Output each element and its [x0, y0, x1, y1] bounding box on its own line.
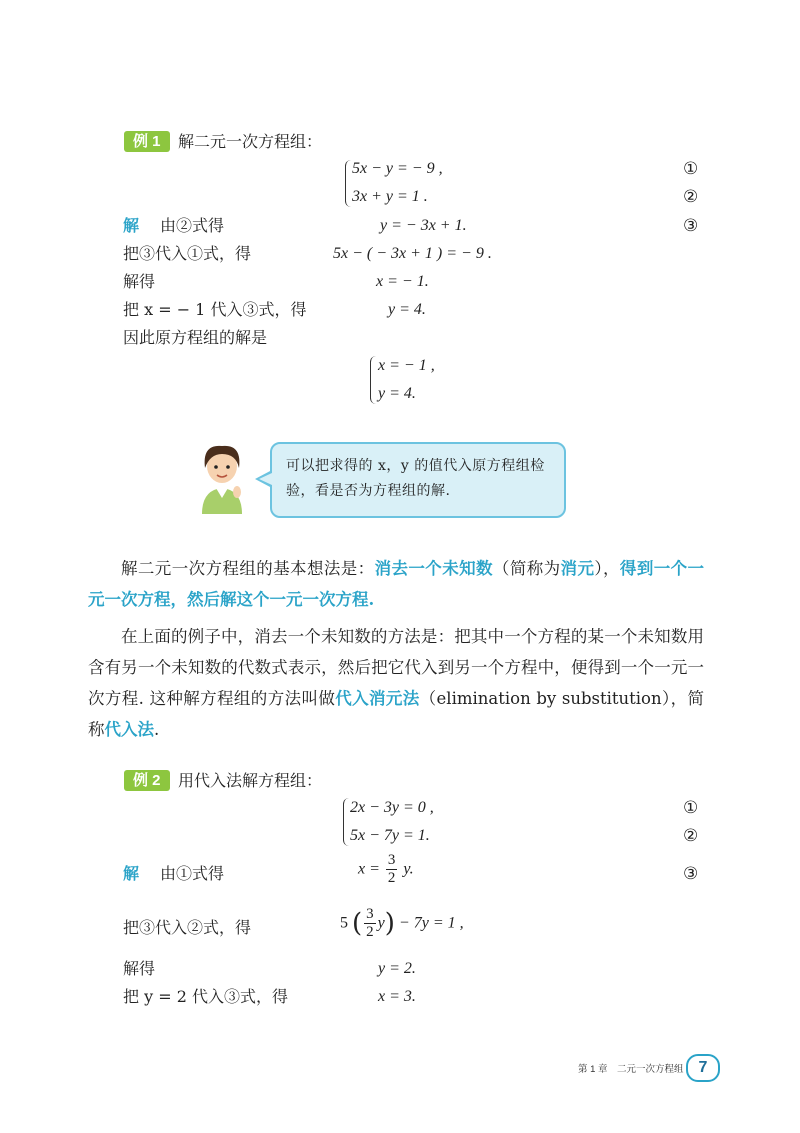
- bubble-text: 可以把求得的 x，y 的值代入原方程组检验，看是否为方程组的解.: [286, 458, 545, 499]
- speech-bubble: [270, 442, 566, 518]
- para2-d: 代入法: [104, 720, 154, 739]
- ex2-step-1-rhs: y.: [403, 860, 414, 878]
- example-2-prompt: 用代入法解方程组：: [178, 771, 323, 790]
- fraction-denominator: 2: [387, 870, 396, 886]
- ex2-step-1-lhs: x =: [358, 860, 380, 878]
- fraction-numerator: 3: [387, 852, 396, 868]
- ex2-step-3-math: y = 2.: [378, 960, 416, 977]
- fraction-numerator-2: 3: [366, 906, 374, 922]
- step-4-text: 把 x = − 1 代入③式，得: [123, 300, 307, 319]
- ex2-equation-number-1: ①: [683, 798, 699, 818]
- para2-c: （elimination by substitution），简称: [88, 689, 705, 739]
- ex2-step-4-math: x = 3.: [378, 988, 416, 1005]
- para1-f: 得到一个一元一次方程，然后解这个一元一次方程.: [88, 559, 705, 609]
- paragraph-basic-idea: [88, 553, 704, 615]
- para1-b: 消去一个未知数: [374, 559, 493, 578]
- para2-b: 代入消元法: [335, 689, 420, 708]
- ex2-equation-number-2: ②: [683, 826, 699, 846]
- step-2-math: 5x − ( − 3x + 1 ) = − 9 .: [333, 245, 492, 262]
- right-paren: ): [384, 908, 395, 939]
- equation-number-1: ①: [683, 159, 699, 179]
- page-number: 7: [686, 1054, 720, 1082]
- step-1-math: y = − 3x + 1.: [380, 217, 467, 234]
- para1-d: 消元: [560, 559, 595, 578]
- ex2-step-1-math: [358, 852, 414, 887]
- example-2-tag: 例 2: [124, 770, 170, 791]
- ex2-equation-2: 5x − 7y = 1.: [350, 827, 430, 844]
- fraction-denominator-2: 2: [366, 924, 374, 940]
- ex2-step-1-text: 由①式得: [160, 864, 225, 883]
- fraction-three-halves-2: [364, 906, 376, 941]
- equation-2: 3x + y = 1 .: [352, 188, 428, 205]
- step-3-text: 解得: [123, 272, 156, 291]
- step-1-text: 由②式得: [160, 216, 225, 235]
- solution-brace: [370, 356, 377, 404]
- ex2-step-2-text: 把③代入②式，得: [123, 918, 252, 937]
- solution-label: 解: [123, 216, 140, 235]
- ex2-solution-label: 解: [123, 864, 140, 883]
- para1-a: 解二元一次方程组的基本想法是：: [121, 559, 375, 578]
- para1-c: （简称为: [492, 559, 561, 578]
- footer-title: 二元一次方程组: [617, 1064, 684, 1075]
- fraction-three-halves: [386, 852, 398, 887]
- step-3-math: x = − 1.: [376, 273, 429, 290]
- ex2-equation-number-3: ③: [683, 864, 699, 884]
- bubble-tail-inner: [259, 473, 272, 485]
- equation-number-3: ③: [683, 216, 699, 236]
- ex2-step-3-text: 解得: [123, 959, 156, 978]
- ex2-step-2-pre: 5: [340, 914, 348, 932]
- example-1-prompt: 解二元一次方程组：: [178, 132, 323, 151]
- ex2-equation-1: 2x − 3y = 0 ,: [350, 799, 434, 816]
- ex2-step-2-math: 5 ( $\frac{3}{2}$ y) − 7y = 1 ,: [340, 906, 464, 940]
- solution-y: y = 4.: [378, 385, 416, 402]
- step-4-math: y = 4.: [388, 301, 426, 318]
- para2-e: .: [154, 720, 160, 739]
- ex2-step-2-post: − 7y = 1 ,: [398, 914, 464, 932]
- ex2-step-4-text: 把 y = 2 代入③式，得: [123, 987, 288, 1006]
- footer-chapter: 第 1 章: [578, 1064, 608, 1075]
- example-1-tag: 例 1: [124, 131, 170, 152]
- step-5-text: 因此原方程组的解是: [123, 328, 268, 347]
- para2-a: 在上面的例子中，消去一个未知数的方法是：把其中一个方程的某一个未知数用含有另一个未知数的代数式表示，然后把它代入到另一个方程中，便得到一个一元一次方程. 这种解方程组的方法叫做: [88, 627, 704, 708]
- para1-e: ），: [594, 559, 620, 578]
- system-brace-2: [343, 798, 350, 846]
- step-2-text: 把③代入①式，得: [123, 244, 252, 263]
- solution-x: x = − 1 ,: [378, 357, 435, 374]
- paragraph-substitution: [88, 621, 704, 745]
- system-brace: [345, 160, 352, 207]
- equation-number-2: ②: [683, 187, 699, 207]
- left-paren: (: [352, 908, 363, 939]
- teacher-illustration: [194, 440, 250, 514]
- equation-1: 5x − y = − 9 ,: [352, 160, 443, 177]
